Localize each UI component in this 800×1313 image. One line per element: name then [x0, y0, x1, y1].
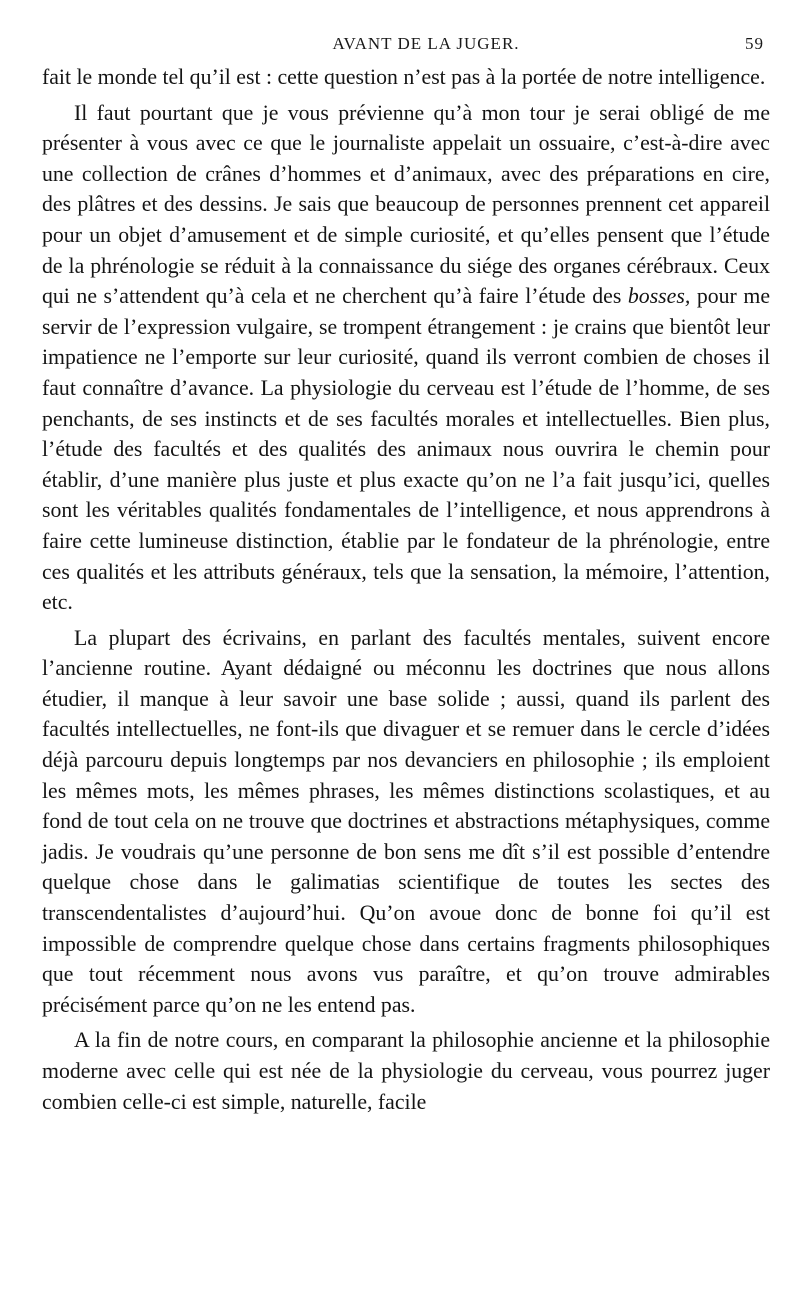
paragraph-2 [42, 98, 770, 618]
paragraph-3: La plupart des écrivains, en parlant des facultés mentales, suivent encore l’ancienne routine. Ayant dédaigné ou méconnu les doctrines que nous allons étudier, il manque à leur savoir une base solide ; aussi, quand ils parlent des facultés intellectuelles, ne font-ils que divaguer et se remuer dans le cercle d’idées déjà parcouru depuis longtemps par nos devanciers en philosophie ; ils emploient les mêmes mots, les mêmes phrases, les mêmes distinctions scolastiques, et au fond de tout cela on ne trouve que doctrines et abstractions métaphysiques, comme jadis. Je voudrais qu’une personne de bon sens me dît s’il est possible d’entendre quelque chose dans le galimatias scientifique de toutes les sectes des transcendentalistes d’aujourd’hui. Qu’on avoue donc de bonne foi qu’il est impossible de comprendre quelque chose dans certains fragments philosophiques que tout récemment nous avons vus paraître, et qu’on trouve admirables précisément parce qu’on ne les entend pas. [42, 625, 770, 1017]
paragraph-1: fait le monde tel qu’il est : cette question n’est pas à la portée de notre intelligence. [42, 65, 766, 89]
page-number: 59 [745, 34, 764, 53]
paragraph-4: A la fin de notre cours, en comparant la philosophie ancienne et la philosophie moderne avec celle qui est née de la physiologie du cerveau, vous pourrez juger combien celle-ci est simple, naturelle, facile [42, 1028, 770, 1114]
paragraph-2-part-1: Il faut pourtant que je vous prévienne qu’à mon tour je serai obligé de me présenter à vous avec ce que le journaliste appelait un ossuaire, c’est-à-dire avec une collection de crânes d’hommes et d’animaux, avec des préparations en cire, des plâtres et des dessins. Je sais que beaucoup de personnes prennent cet appareil pour un objet d’amusement et de simple curiosité, et qu’elles pensent que l’étude de la phrénologie se réduit à la connaissance du siége des organes cérébraux. Ceux qui ne s’attendent qu’à cela et ne cherchent qu’à faire l’étude des [42, 100, 770, 309]
running-head [42, 34, 770, 62]
paragraph-2-italic: bosses, [627, 284, 691, 309]
body-text [42, 62, 770, 1117]
paragraph-2-part-2: pour me servir de l’expression vulgaire, se trompent étrangement : je crains que bientôt leur impatience ne l’emporte sur leur curiosité, quand ils verront combien de choses il faut connaître d’avance. La physiologie du cerveau est l’étude de l’homme, de ses penchants, de ses instincts et de ses facultés morales et intellectuelles. Bien plus, l’étude des facultés et des qualités des animaux nous ouvrira le chemin pour établir, d’une manière plus juste et plus exacte qu’on ne l’a fait jusqu’ici, quelles sont les véritables qualités fondamentales de l’intelligence, et nous apprendrons à faire cette lumineuse distinction, établie par le fondateur de la phrénologie, entre ces qualités et les attributs généraux, tels que la sensation, la mémoire, l’attention, etc. [42, 284, 770, 615]
running-head-title: AVANT DE LA JUGER. [332, 34, 520, 53]
